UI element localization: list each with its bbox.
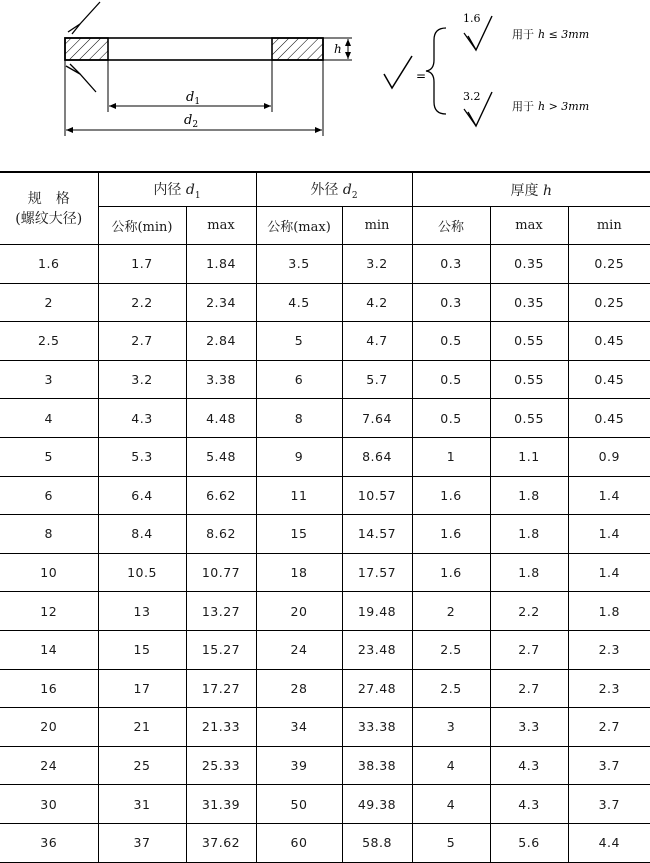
- value-cell: 2.84: [186, 322, 256, 361]
- spec-header-line1: 规 格: [27, 190, 70, 207]
- value-cell: 3.5: [256, 245, 342, 284]
- h-label: h: [334, 42, 342, 56]
- header-row-1: [0, 172, 650, 207]
- value-cell: 23.48: [342, 630, 412, 669]
- value-cell: 1.8: [568, 592, 650, 631]
- value-cell: 10.5: [98, 553, 186, 592]
- value-cell: 0.9: [568, 437, 650, 476]
- table-row: [0, 399, 650, 438]
- table-row: [0, 322, 650, 361]
- spec-cell: 10: [0, 553, 98, 592]
- spec-cell: 20: [0, 708, 98, 747]
- spec-cell: 24: [0, 746, 98, 785]
- spec-header: [0, 172, 98, 245]
- value-cell: 28: [256, 669, 342, 708]
- value-cell: 10.57: [342, 476, 412, 515]
- equals-sign: =: [416, 69, 427, 83]
- value-cell: 5.6: [490, 823, 568, 862]
- table-row: [0, 437, 650, 476]
- spec-cell: 6: [0, 476, 98, 515]
- spec-header-line2: (螺纹大径): [15, 210, 83, 227]
- value-cell: 1.4: [568, 553, 650, 592]
- value-cell: 17.57: [342, 553, 412, 592]
- value-cell: 8.64: [342, 437, 412, 476]
- value-cell: 4.3: [490, 746, 568, 785]
- table-row: [0, 553, 650, 592]
- value-cell: 20: [256, 592, 342, 631]
- table-row: [0, 630, 650, 669]
- value-cell: 39: [256, 746, 342, 785]
- value-cell: 4.5: [256, 283, 342, 322]
- washer-section-diagram: [0, 0, 650, 165]
- value-cell: 1.4: [568, 476, 650, 515]
- value-cell: 5.7: [342, 360, 412, 399]
- value-cell: 3.3: [490, 708, 568, 747]
- d2-label: $d_2$: [184, 113, 199, 130]
- d1-label: $d_1$: [186, 90, 201, 107]
- value-cell: 0.55: [490, 360, 568, 399]
- value-cell: 7.64: [342, 399, 412, 438]
- value-cell: 19.48: [342, 592, 412, 631]
- spec-cell: 14: [0, 630, 98, 669]
- spec-cell: 2: [0, 283, 98, 322]
- table-row: [0, 476, 650, 515]
- value-cell: 2.7: [568, 708, 650, 747]
- table-row: [0, 245, 650, 284]
- value-cell: 2.3: [568, 630, 650, 669]
- table-row: [0, 785, 650, 824]
- value-cell: 0.45: [568, 360, 650, 399]
- value-cell: 2.3: [568, 669, 650, 708]
- roughness-value-2: 3.2: [463, 90, 481, 103]
- value-cell: 37: [98, 823, 186, 862]
- value-cell: 14.57: [342, 515, 412, 554]
- table-row: [0, 746, 650, 785]
- value-cell: 9: [256, 437, 342, 476]
- value-cell: 0.25: [568, 245, 650, 284]
- value-cell: 15: [256, 515, 342, 554]
- value-cell: 1.8: [490, 553, 568, 592]
- sub-header: 公称(min): [98, 207, 186, 245]
- value-cell: 58.8: [342, 823, 412, 862]
- value-cell: 8: [256, 399, 342, 438]
- value-cell: 4: [412, 785, 490, 824]
- value-cell: 5.3: [98, 437, 186, 476]
- value-cell: 21.33: [186, 708, 256, 747]
- value-cell: 13: [98, 592, 186, 631]
- value-cell: 4: [412, 746, 490, 785]
- value-cell: 1.6: [412, 515, 490, 554]
- bottom-roughness-mark: [70, 64, 96, 92]
- value-cell: 1.6: [412, 553, 490, 592]
- brace: [426, 28, 446, 114]
- value-cell: 4.2: [342, 283, 412, 322]
- value-cell: 3.7: [568, 785, 650, 824]
- value-cell: 8.62: [186, 515, 256, 554]
- value-cell: 0.5: [412, 360, 490, 399]
- table-row: [0, 823, 650, 862]
- value-cell: 38.38: [342, 746, 412, 785]
- value-cell: 1.8: [490, 515, 568, 554]
- value-cell: 15: [98, 630, 186, 669]
- spec-cell: 12: [0, 592, 98, 631]
- value-cell: 3.2: [342, 245, 412, 284]
- value-cell: 5.48: [186, 437, 256, 476]
- table-row: [0, 669, 650, 708]
- value-cell: 1.4: [568, 515, 650, 554]
- value-cell: 0.45: [568, 399, 650, 438]
- value-cell: 2.5: [412, 630, 490, 669]
- roughness-note-2: 用于 h > 3mm: [512, 100, 590, 113]
- sub-header: min: [342, 207, 412, 245]
- value-cell: 0.45: [568, 322, 650, 361]
- h-header: 厚度 h: [412, 172, 650, 207]
- value-cell: 1.8: [490, 476, 568, 515]
- value-cell: 60: [256, 823, 342, 862]
- value-cell: 0.3: [412, 245, 490, 284]
- value-cell: 8.4: [98, 515, 186, 554]
- table-body: [0, 245, 650, 863]
- value-cell: 33.38: [342, 708, 412, 747]
- value-cell: 11: [256, 476, 342, 515]
- value-cell: 1.7: [98, 245, 186, 284]
- spec-cell: 30: [0, 785, 98, 824]
- value-cell: 0.5: [412, 322, 490, 361]
- value-cell: 1.6: [412, 476, 490, 515]
- spec-cell: 3: [0, 360, 98, 399]
- top-roughness-mark: [72, 2, 100, 34]
- value-cell: 2.2: [98, 283, 186, 322]
- value-cell: 31: [98, 785, 186, 824]
- value-cell: 2: [412, 592, 490, 631]
- value-cell: 2.7: [98, 322, 186, 361]
- value-cell: 1.84: [186, 245, 256, 284]
- washer-dimension-table: [0, 171, 650, 863]
- right-section-hatch: [272, 38, 323, 60]
- value-cell: 1.1: [490, 437, 568, 476]
- value-cell: 25: [98, 746, 186, 785]
- value-cell: 2.5: [412, 669, 490, 708]
- roughness-note-1: 用于 h ≤ 3mm: [512, 28, 590, 41]
- value-cell: 15.27: [186, 630, 256, 669]
- left-section-hatch: [65, 38, 108, 60]
- value-cell: 10.77: [186, 553, 256, 592]
- d2-header: 外径 $d_2$: [256, 172, 412, 207]
- table-row: [0, 592, 650, 631]
- value-cell: 0.35: [490, 283, 568, 322]
- value-cell: 0.3: [412, 283, 490, 322]
- value-cell: 6.62: [186, 476, 256, 515]
- roughness-symbol-general: [384, 56, 412, 88]
- value-cell: 4.4: [568, 823, 650, 862]
- spec-cell: 36: [0, 823, 98, 862]
- value-cell: 31.39: [186, 785, 256, 824]
- value-cell: 2.7: [490, 630, 568, 669]
- value-cell: 6.4: [98, 476, 186, 515]
- value-cell: 34: [256, 708, 342, 747]
- value-cell: 27.48: [342, 669, 412, 708]
- value-cell: 2.34: [186, 283, 256, 322]
- value-cell: 1: [412, 437, 490, 476]
- value-cell: 21: [98, 708, 186, 747]
- value-cell: 0.5: [412, 399, 490, 438]
- spec-cell: 16: [0, 669, 98, 708]
- sub-header: min: [568, 207, 650, 245]
- table-row: [0, 283, 650, 322]
- value-cell: 0.35: [490, 245, 568, 284]
- sub-header: 公称: [412, 207, 490, 245]
- value-cell: 4.7: [342, 322, 412, 361]
- spec-cell: 4: [0, 399, 98, 438]
- value-cell: 6: [256, 360, 342, 399]
- value-cell: 4.3: [98, 399, 186, 438]
- sub-header: max: [490, 207, 568, 245]
- value-cell: 0.55: [490, 399, 568, 438]
- value-cell: 5: [412, 823, 490, 862]
- washer-drawing: [0, 0, 650, 165]
- value-cell: 3: [412, 708, 490, 747]
- value-cell: 3.7: [568, 746, 650, 785]
- table-row: [0, 708, 650, 747]
- value-cell: 25.33: [186, 746, 256, 785]
- spec-cell: 5: [0, 437, 98, 476]
- table-row: [0, 360, 650, 399]
- value-cell: 2.2: [490, 592, 568, 631]
- header-row-2: [0, 207, 650, 245]
- value-cell: 2.7: [490, 669, 568, 708]
- spec-cell: 1.6: [0, 245, 98, 284]
- value-cell: 5: [256, 322, 342, 361]
- value-cell: 3.2: [98, 360, 186, 399]
- value-cell: 17.27: [186, 669, 256, 708]
- value-cell: 0.25: [568, 283, 650, 322]
- value-cell: 50: [256, 785, 342, 824]
- value-cell: 37.62: [186, 823, 256, 862]
- sub-header: 公称(max): [256, 207, 342, 245]
- value-cell: 24: [256, 630, 342, 669]
- value-cell: 4.3: [490, 785, 568, 824]
- value-cell: 3.38: [186, 360, 256, 399]
- d1-header: 内径 $d_1$: [98, 172, 256, 207]
- spec-cell: 8: [0, 515, 98, 554]
- value-cell: 4.48: [186, 399, 256, 438]
- spec-cell: 2.5: [0, 322, 98, 361]
- value-cell: 17: [98, 669, 186, 708]
- table-row: [0, 515, 650, 554]
- value-cell: 0.55: [490, 322, 568, 361]
- sub-header: max: [186, 207, 256, 245]
- value-cell: 49.38: [342, 785, 412, 824]
- roughness-value-1: 1.6: [463, 12, 481, 25]
- value-cell: 13.27: [186, 592, 256, 631]
- value-cell: 18: [256, 553, 342, 592]
